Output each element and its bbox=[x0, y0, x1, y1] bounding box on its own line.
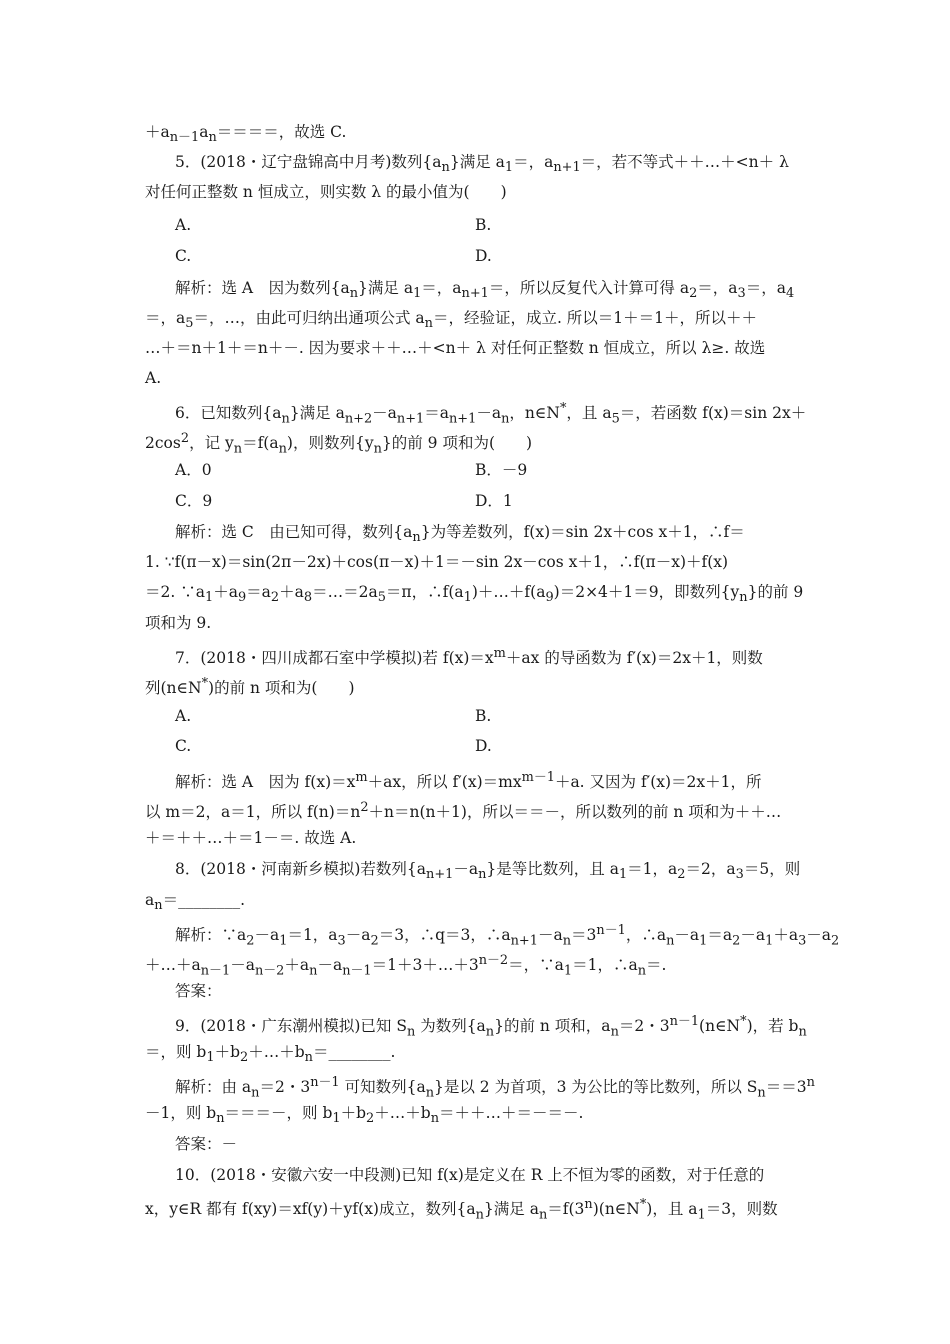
solution-6: 解析：选 C 由已知可得，数列$\{a_n\}$为等差数列，f(x)＝sin 2x＋cos x＋1，∴f＝ bbox=[175, 523, 745, 546]
text-line: $+a_{n-1}a_n====$，故选 C. bbox=[145, 123, 347, 146]
text-line: ＝，$a_5=$，…，由此可归纳出通项公式 $a_n=$，经验证，成立. 所以＝1＋＝1＋，所以＋＋ bbox=[145, 309, 758, 332]
text-line: $2\cos^2$，记 $y_n=f(a_n)$，则数列$\{y_n\}$的前 9 项和为( ) bbox=[145, 431, 533, 457]
text-line: x，y∈R 都有 f(xy)＝xf(y)＋yf(x)成立，数列$\{a_n\}$满足 $a_n=f(3^n)(n\in N^*)$，且 $a_1=3$，则数 bbox=[145, 1197, 778, 1223]
option-a: A. bbox=[175, 216, 192, 234]
answer-8: 答案： bbox=[175, 982, 222, 1000]
option-c: C. bbox=[175, 247, 192, 265]
text-line: 项和为 9. bbox=[145, 614, 212, 632]
text-line: 列(n∈N*)的前 n 项和为( ) bbox=[145, 676, 355, 698]
question-7: 7．(2018・四川成都石室中学模拟)若 $f(x)=x^m+ax$ 的导函数为 f′(x)＝2x＋1，则数 bbox=[175, 646, 763, 668]
text-line: ＝，则 $b_1+b_2+\dots+b_n=\_\_\_\_\_\_\_\_$. bbox=[145, 1043, 396, 1066]
option-c: C. bbox=[175, 737, 192, 755]
question-9: 9．(2018・广东潮州模拟)已知 $S_n$ 为数列$\{a_n\}$的前 n 项和，$a_n=2$・$3^{n-1}(n\in N^*)$，若 $b_n$ bbox=[175, 1014, 807, 1040]
option-b: B. bbox=[475, 707, 492, 725]
option-d: D．1 bbox=[475, 492, 513, 510]
text-line: A. bbox=[145, 369, 162, 387]
solution-5: 解析：选 A 因为数列$\{a_n\}$满足 $a_1=$，$a_{n+1}=$，所以反复代入计算可得 $a_2=$，$a_3=$，$a_4$ bbox=[175, 279, 795, 302]
question-10: 10．(2018・安徽六安一中段测)已知 f(x)是定义在 R 上不恒为零的函数，对于任意的 bbox=[175, 1166, 765, 1184]
option-c: C．9 bbox=[175, 492, 213, 510]
option-b: B. bbox=[475, 216, 492, 234]
question-8: 8．(2018・河南新乡模拟)若数列$\{a_{n+1}-a_n\}$是等比数列，且 $a_1=1$，$a_2=2$，$a_3=5$，则 bbox=[175, 860, 801, 883]
option-d: D. bbox=[475, 737, 492, 755]
solution-8: 解析：$\because a_2-a_1=1$，$a_3-a_2=3$，∴q＝3，$\therefore a_{n+1}-a_n=3^{n-1}$，$\therefore a_n-a_1=a_2-a_1+a_3-a_2$ bbox=[175, 923, 840, 949]
text-line: …＋＝n＋1＋＝n＋－. 因为要求＋＋…＋<n＋ λ 对任何正整数 n 恒成立，所以 λ≥. 故选 bbox=[145, 339, 766, 357]
question-5: 5．(2018・辽宁盘锦高中月考)数列$\{a_n\}$满足 $a_1=$，$a_{n+1}=$，若不等式＋＋…＋<n＋ λ bbox=[175, 153, 789, 176]
option-b: B．－9 bbox=[475, 461, 528, 479]
solution-9: 解析：由 $a_n=2$・$3^{n-1}$ 可知数列$\{a_n\}$是以 2 为首项，3 为公比的等比数列，所以 $S_n==3^n$ bbox=[175, 1075, 815, 1101]
question-6: 6．已知数列$\{a_n\}$满足 $a_{n+2}-a_{n+1}=a_{n+1}-a_n$，n∈N*，且 $a_5=$，若函数 f(x)＝sin 2x＋ bbox=[175, 401, 807, 427]
text-line: ＝2. $\because a_1+a_9=a_2+a_8=\dots=2a_5=\pi$，$\therefore f(a_1)+\dots+f(a_9)=2\times 4+1=9$，即数列$\{y_n\}$的前 9 bbox=[145, 583, 804, 606]
text-line: 对任何正整数 n 恒成立，则实数 λ 的最小值为( ) bbox=[145, 183, 507, 201]
option-a: A. bbox=[175, 707, 192, 725]
option-a: A．0 bbox=[175, 461, 212, 479]
text-line: 以 m＝2，a＝1，所以 $f(n)=n^2+n=n(n+1)$，所以＝＝－，所以数列的前 n 项和为＋＋… bbox=[145, 800, 782, 822]
text-line: 1. ∵f(π－x)＝sin(2π－2x)＋cos(π－x)＋1＝－sin 2x－cos x＋1，∴f(π－x)＋f(x) bbox=[145, 553, 729, 571]
text-line: $+\dots+a_{n-1}-a_{n-2}+a_n-a_{n-1}=1+3+\dots+3^{n-2}=$，$\because a_1=1$，$\therefore a_n=$. bbox=[145, 953, 667, 979]
text-line: $a_n=\_\_\_\_\_\_\_\_$. bbox=[145, 891, 245, 914]
solution-7: 解析：选 A 因为 $f(x)=x^m+ax$，所以 $f'(x)=mx^{m-1}+a$. 又因为 f′(x)＝2x＋1，所 bbox=[175, 770, 762, 792]
text-line: ＋＝＋＋…＋＝1－＝. 故选 A. bbox=[145, 829, 357, 847]
answer-9: 答案：－ bbox=[175, 1135, 238, 1153]
option-d: D. bbox=[475, 247, 492, 265]
text-line: －1，则 $b_n===-$，则 $b_1+b_2+\dots+b_n=++\dots+=-=-$. bbox=[145, 1104, 584, 1127]
